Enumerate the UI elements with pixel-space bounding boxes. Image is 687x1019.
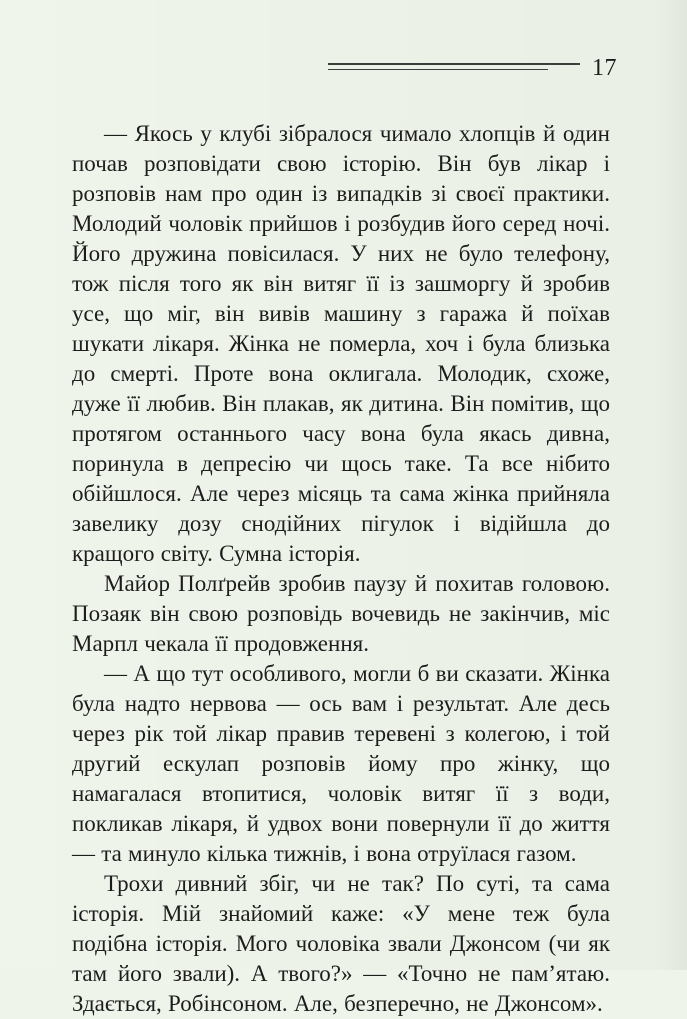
- page-edge-shadow: [659, 0, 687, 970]
- header-rule: [328, 63, 580, 73]
- paragraph: Трохи дивний збіг, чи не так? По суті, та сама історія. Мій знайомий каже: «У мене теж була подібна історія. Мого чоловіка звали Джонсом (чи як там його звали). А твого?» — «Точно не пам’ятаю. Здається, Робінсоном. Але, безперечно, не Джонсом».: [72, 871, 610, 1016]
- page-number: 17: [592, 55, 617, 81]
- paragraph: — Якось у клубі зібралося чимало хлопців й один почав розповідати свою історію. Він був лікар і розповів нам про один із випадків зі своєї практики. Молодий чоловік прийшов і розбудив його серед ночі. Його дружина повісилася. У них не було телефону, тож після того як він витяг її із зашморгу й зробив усе, що міг, він вивів машину з гаража й поїхав шукати лікаря. Жінка не померла, хоч і була близька до смерті. Проте вона оклигала. Молодик, схоже, дуже її любив. Він плакав, як дитина. Він помітив, що протягом останнього часу вона була якась дивна, поринула в депресію чи щось таке. Та все нібито обійшлося. Але через місяць та сама жінка прийняла завелику дозу снодійних пігулок і відійшла до кращого світу. Сумна історія.: [72, 121, 610, 566]
- paragraph: — А що тут особливого, могли б ви сказати. Жінка була надто нервова — ось вам і результат. Але десь через рік той лікар правив теревені з колегою, і той другий ескулап розповів йому про жінку, що намагалася втопитися, чоловік витяг її з води, покликав лікаря, й удвох вони повернули її до життя — та минуло кілька тижнів, і вона отруїлася газом.: [72, 661, 610, 866]
- page-text: [72, 119, 610, 1019]
- paragraph: Майор Полґрейв зробив паузу й похитав головою. Позаяк він свою розповідь вочевидь не закінчив, міс Марпл чекала її продовження.: [72, 571, 610, 656]
